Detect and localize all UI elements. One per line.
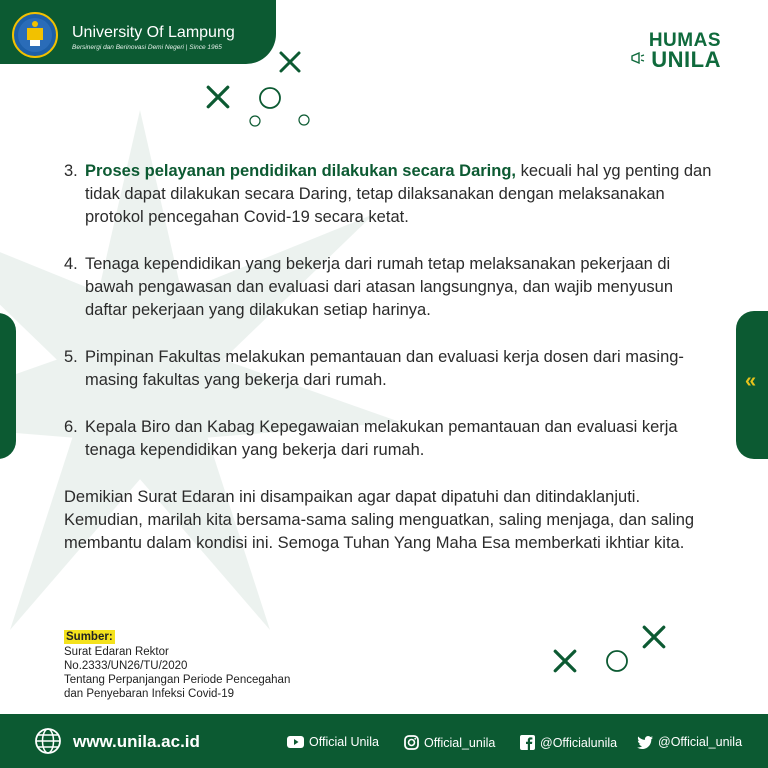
list-item-6 [64, 416, 714, 462]
closing-paragraph: Demikian Surat Edaran ini disampaikan agar dapat dipatuhi dan ditindaklanjuti. Kemudian, marilah kita bersama-sama saling menguatkan, saling menjaga, dan saling membantu dalam kondisi ini. Semoga Tuhan Yang Maha Esa memberkati ikhtiar kita. [64, 488, 695, 552]
instagram-link[interactable] [404, 735, 495, 750]
facebook-icon [520, 735, 535, 750]
circle-decoration-icon [258, 86, 282, 110]
next-page-tab[interactable] [736, 311, 768, 459]
circle-decoration-icon [297, 113, 311, 127]
twitter-icon [637, 736, 653, 749]
footer-bar [0, 714, 768, 768]
university-logo-icon [12, 12, 58, 58]
item-text: Pimpinan Fakultas melakukan pemantauan dan evaluasi kerja dosen dari masing-masing fakultas yang bekerja dari rumah. [85, 348, 684, 389]
megaphone-icon [631, 52, 645, 64]
list-item-3 [64, 160, 714, 229]
item-number: 4. [64, 255, 78, 273]
university-name: University Of Lampung [72, 24, 235, 41]
source-line: No.2333/UN26/TU/2020 [64, 660, 188, 672]
item-text: Tenaga kependidikan yang bekerja dari rumah tetap melaksanakan pekerjaan di bawah pengawasan dan evaluasi dari atasan langsungnya, dan wajib menyusun daftar pekerjaan yang dilakukan setiap harinya. [85, 255, 673, 319]
item-number: 3. [64, 162, 78, 180]
header-banner [0, 0, 276, 64]
instagram-label: Official_unila [424, 735, 496, 750]
youtube-link[interactable] [287, 735, 379, 749]
double-chevron-left-icon: « [745, 370, 757, 392]
source-line: Tentang Perpanjangan Periode Pencegahan [64, 674, 291, 686]
item-text: kecuali hal yg penting dan tidak dapat dilakukan secara Daring, tetap dilaksanakan dengan melaksanakan protokol pencegahan Covid-19 secara ketat. [85, 162, 712, 226]
item-number: 5. [64, 348, 78, 366]
facebook-link[interactable] [520, 735, 617, 750]
item-number: 6. [64, 418, 78, 436]
instagram-icon [404, 735, 419, 750]
youtube-label: Official Unila [309, 735, 379, 749]
university-tagline: Bersinergi dan Berinovasi Demi Negeri | Since 1965 [72, 44, 222, 51]
cross-decoration-icon [278, 50, 302, 74]
cross-decoration-icon [641, 624, 667, 650]
item-text: Kepala Biro dan Kabag Kepegawaian melakukan pemantauan dan evaluasi kerja tenaga kependidikan yang bekerja dari rumah. [85, 418, 678, 459]
website-link[interactable]: www.unila.ac.id [73, 732, 200, 751]
circle-decoration-icon [605, 649, 629, 673]
humas-unila-brand [631, 30, 723, 72]
source-block [64, 630, 290, 701]
facebook-label: @Officialunila [540, 735, 618, 750]
list-item-5 [64, 346, 714, 392]
twitter-link[interactable] [637, 735, 742, 749]
previous-page-tab[interactable] [0, 313, 16, 459]
list-item-4 [64, 253, 714, 322]
youtube-icon [287, 736, 304, 748]
circle-decoration-icon [248, 114, 262, 128]
brand-bottom-text: UNILA [651, 47, 721, 72]
source-line: dan Penyebaran Infeksi Covid-19 [64, 688, 235, 700]
cross-decoration-icon [552, 648, 578, 674]
announcement-content [64, 160, 714, 555]
source-line: Surat Edaran Rektor [64, 646, 169, 658]
brand-top-text: HUMAS [648, 30, 721, 51]
source-label: Sumber: [66, 631, 113, 643]
item-emphasis: Proses pelayanan pendidikan dilakukan secara Daring, [85, 162, 517, 180]
cross-decoration-icon [205, 84, 231, 110]
globe-icon [34, 727, 62, 755]
twitter-label: @Official_unila [658, 735, 743, 749]
